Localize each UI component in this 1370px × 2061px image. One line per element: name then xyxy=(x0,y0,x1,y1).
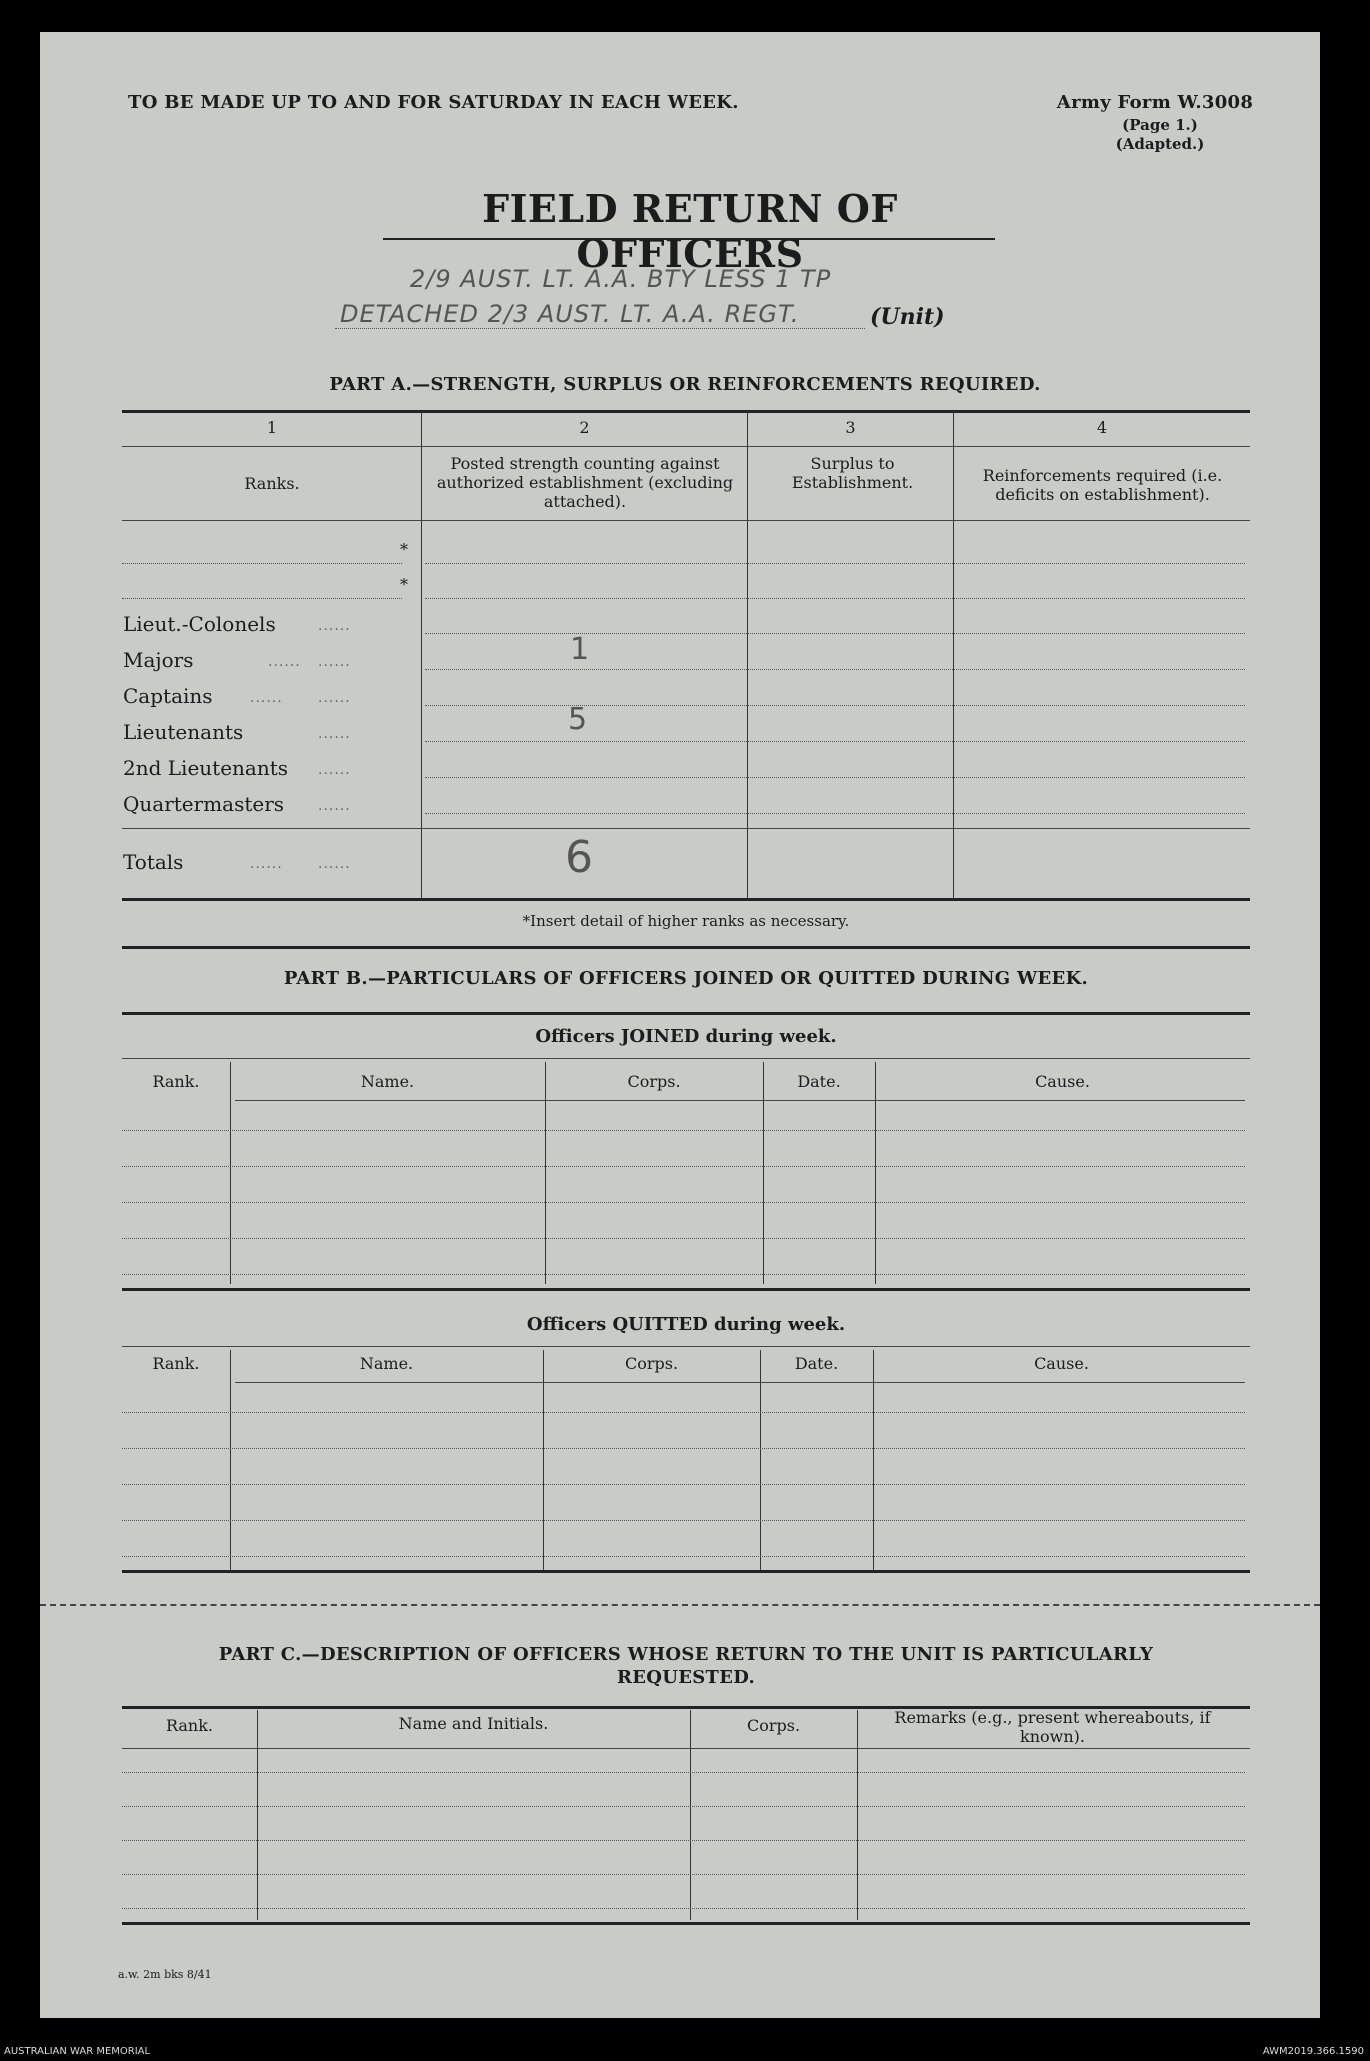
part-a-top-rule xyxy=(122,410,1250,413)
joined-col-cause: Cause. xyxy=(1035,1072,1090,1091)
col-number-2: 2 xyxy=(579,418,590,437)
archive-name: AUSTRALIAN WAR MEMORIAL xyxy=(4,2046,151,2057)
quitted-row xyxy=(122,1448,1245,1449)
majors-posted-value: 1 xyxy=(570,632,591,667)
rank-lieut-colonels: Lieut.-Colonels xyxy=(123,612,276,636)
part-a-bottom-rule xyxy=(122,898,1250,901)
unit-dotted-line xyxy=(335,328,865,329)
part-c-row xyxy=(122,1840,1245,1841)
form-page: (Page 1.) xyxy=(1122,116,1198,134)
quitted-row xyxy=(122,1412,1245,1413)
unit-handwriting-1: 2/9 AUST. LT. A.A. BTY LESS 1 TP xyxy=(410,265,832,293)
totals-posted-value: 6 xyxy=(565,832,594,883)
totals-rule xyxy=(122,828,1250,829)
print-code: a.w. 2m bks 8/41 xyxy=(118,1968,212,1981)
part-c-row xyxy=(122,1874,1245,1875)
quitted-col-name: Name. xyxy=(359,1354,414,1373)
rank-lieutenants: Lieutenants xyxy=(123,720,244,744)
page-title: FIELD RETURN OF OFFICERS xyxy=(482,186,898,276)
part-c-row xyxy=(122,1908,1245,1909)
part-a-header-rule xyxy=(122,520,1250,521)
unit-label: (Unit) xyxy=(870,304,945,330)
part-a-number-rule xyxy=(122,446,1250,447)
part-c-col-rank: Rank. xyxy=(165,1716,214,1735)
joined-row xyxy=(122,1202,1245,1203)
quitted-col-rank: Rank. xyxy=(152,1354,200,1373)
quitted-col-date: Date. xyxy=(794,1354,839,1373)
title-underline xyxy=(383,238,995,240)
quitted-col-cause: Cause. xyxy=(1034,1354,1089,1373)
tear-off-line xyxy=(40,1604,1320,1606)
part-b-title: PART B.—PARTICULARS OF OFFICERS JOINED OR QUITTED DURING WEEK. xyxy=(283,968,1089,989)
higher-rank-line-2 xyxy=(122,598,402,599)
part-c-col-corps: Corps. xyxy=(746,1716,801,1735)
quitted-row xyxy=(122,1520,1245,1521)
higher-rank-line-1 xyxy=(122,563,402,564)
archive-id: AWM2019.366.1590 xyxy=(1262,2046,1364,2057)
quitted-table-title: Officers QUITTED during week. xyxy=(526,1314,846,1335)
rank-majors: Majors xyxy=(123,648,194,672)
quitted-row xyxy=(122,1484,1245,1485)
col-number-4: 4 xyxy=(1096,418,1108,437)
joined-row xyxy=(122,1130,1245,1131)
form-name: Army Form W.3008 xyxy=(1056,92,1254,113)
reinforcements-header: Reinforcements required (i.e. deficits on establishment). xyxy=(982,466,1223,504)
joined-row xyxy=(122,1274,1245,1275)
part-b-top-rule xyxy=(122,946,1250,949)
lieutenants-posted-value: 5 xyxy=(568,702,589,737)
higher-rank-star-1: * xyxy=(400,540,408,559)
quitted-col-corps: Corps. xyxy=(624,1354,679,1373)
part-c-col-name: Name and Initials. xyxy=(398,1714,549,1733)
unit-handwriting-2: DETACHED 2/3 AUST. LT. A.A. REGT. xyxy=(340,300,800,328)
col-number-3: 3 xyxy=(845,418,856,437)
part-a-divider-2 xyxy=(747,412,748,898)
col-number-1: 1 xyxy=(266,418,278,437)
joined-row xyxy=(122,1166,1245,1167)
joined-col-name: Name. xyxy=(360,1072,415,1091)
form-adapted: (Adapted.) xyxy=(1115,135,1205,153)
joined-col-date: Date. xyxy=(797,1072,841,1091)
part-c-row xyxy=(122,1806,1245,1807)
part-a-divider-3 xyxy=(953,412,954,898)
instruction-text: TO BE MADE UP TO AND FOR SATURDAY IN EACH WEEK. xyxy=(128,92,739,113)
part-c-title-line-1: PART C.—DESCRIPTION OF OFFICERS WHOSE RETURN TO THE UNIT IS PARTICULARLY xyxy=(218,1644,1154,1665)
quitted-row xyxy=(122,1556,1245,1557)
joined-table-title: Officers JOINED during week. xyxy=(535,1026,837,1047)
joined-col-corps: Corps. xyxy=(627,1072,681,1091)
part-a-title: PART A.—STRENGTH, SURPLUS OR REINFORCEMENTS REQUIRED. xyxy=(329,374,1041,395)
rank-quartermasters: Quartermasters xyxy=(123,792,285,816)
joined-col-rank: Rank. xyxy=(152,1072,200,1091)
part-c-title-line-2: REQUESTED. xyxy=(616,1667,756,1688)
ranks-header: Ranks. xyxy=(244,474,300,493)
totals-label: Totals xyxy=(123,850,184,874)
rank-2nd-lieutenants: 2nd Lieutenants xyxy=(123,756,289,780)
posted-strength-header: Posted strength counting against authorized establishment (excluding attached). xyxy=(436,454,734,511)
part-c-row xyxy=(122,1772,1245,1773)
joined-row xyxy=(122,1238,1245,1239)
rank-captains: Captains xyxy=(123,684,213,708)
higher-rank-star-2: * xyxy=(400,575,408,594)
part-a-footnote: *Insert detail of higher ranks as necessary. xyxy=(522,912,850,930)
surplus-header: Surplus to Establishment. xyxy=(791,454,914,492)
part-c-col-remarks: Remarks (e.g., present whereabouts, if known). xyxy=(894,1708,1211,1746)
